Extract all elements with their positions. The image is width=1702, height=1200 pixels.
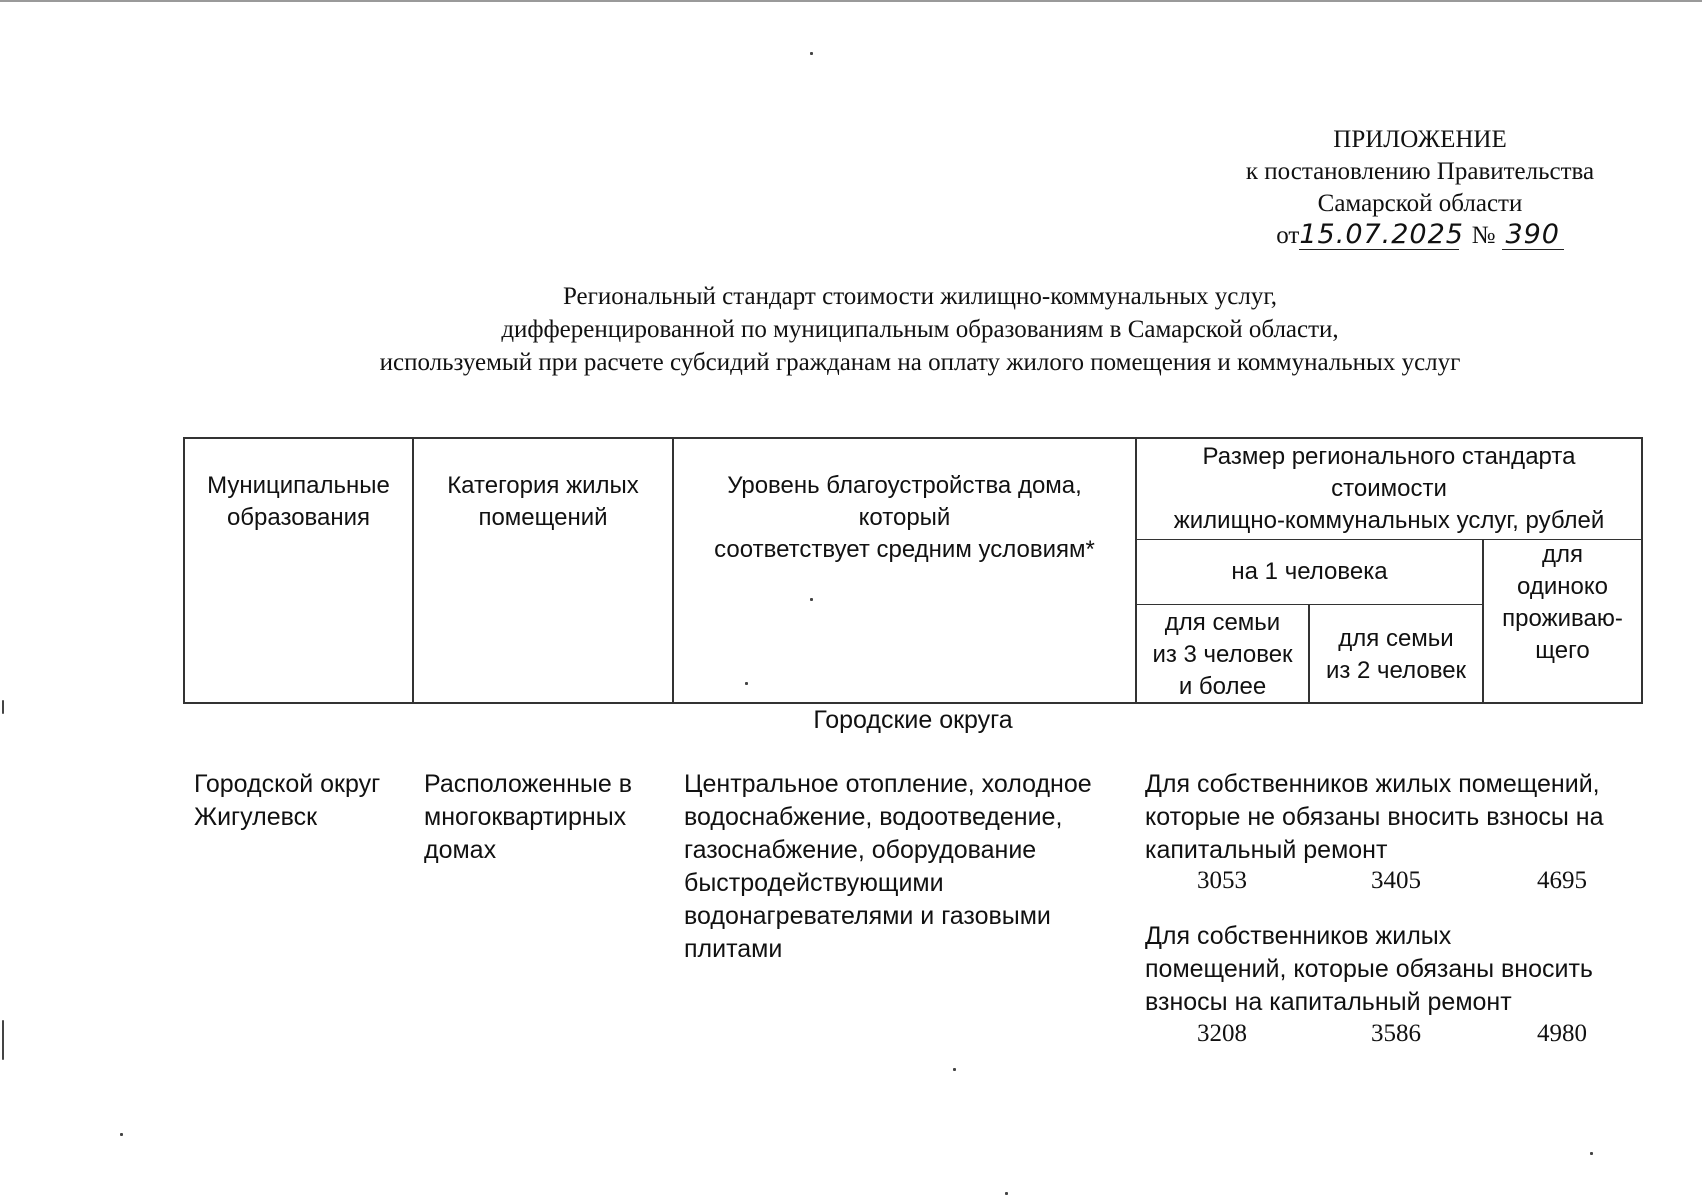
appendix-date-line	[1180, 220, 1660, 252]
scan-speck	[1005, 1192, 1008, 1195]
group-capital-repair-label: Для собственников жилых помещений, которые обязаны вносить взносы на капитальный ремонт	[1145, 922, 1593, 1016]
title-line-2: дифференцированной по муниципальным образованиям в Самарской области,	[501, 316, 1339, 343]
header-single: для одиноко проживаю- щего	[1502, 541, 1623, 664]
table-header	[183, 437, 1643, 704]
cell-category: Расположенные в многоквартирных домах	[424, 770, 632, 864]
number-underline	[1502, 219, 1564, 250]
header-family-2: для семьи из 2 человек	[1325, 625, 1467, 684]
group-no-capital-repair-label: Для собственников жилых помещений, которые не обязаны вносить взносы на капитальный ремонт	[1145, 770, 1604, 864]
scan-speck	[1590, 1152, 1593, 1155]
header-row-divider	[1135, 604, 1482, 605]
value-family-3-repair: 3208	[1197, 1020, 1247, 1047]
appendix-block	[1180, 124, 1660, 252]
date-underline	[1299, 219, 1464, 250]
appendix-line-2: Самарской области	[1317, 190, 1523, 217]
scan-speck	[2, 1020, 4, 1060]
value-family-2-no-repair: 3405	[1371, 867, 1421, 894]
header-municipal: Муниципальные образования	[207, 472, 390, 531]
number-sign: №	[1471, 222, 1496, 249]
scan-speck	[120, 1133, 123, 1136]
appendix-title: ПРИЛОЖЕНИЕ	[1333, 126, 1507, 153]
value-single-repair: 4980	[1537, 1020, 1587, 1047]
scan-speck	[745, 682, 748, 685]
value-family-2-repair: 3586	[1371, 1020, 1421, 1047]
cell-municipality: Городской округ Жигулевск	[194, 770, 381, 831]
header-level: Уровень благоустройства дома, который соответствует средним условиям*	[714, 472, 1095, 563]
cell-improvement-level: Центральное отопление, холодное водоснабжение, водоотведение, газоснабжение, оборудование быстродействующими водонагревателями и газовыми плитами	[684, 770, 1092, 963]
document-title	[150, 280, 1690, 379]
header-category: Категория жилых помещений	[447, 472, 639, 531]
scan-speck	[810, 598, 813, 601]
title-line-1: Региональный стандарт стоимости жилищно-коммунальных услуг,	[562, 283, 1278, 310]
header-per-person: на 1 человека	[1231, 558, 1388, 585]
table-border-right	[1641, 439, 1643, 702]
value-single-no-repair: 4695	[1537, 867, 1587, 894]
title-line-3: используемый при расчете субсидий гражданам на оплату жилого помещения и коммунальных услуг	[379, 349, 1461, 376]
value-family-3-no-repair: 3053	[1197, 867, 1247, 894]
section-heading: Городские округа	[813, 706, 1013, 734]
handwritten-number: 390	[1505, 219, 1560, 250]
header-family-3: для семьи из 3 человек и более	[1152, 609, 1293, 700]
header-standard-size: Размер регионального стандарта стоимости жилищно-коммунальных услуг, рублей	[1173, 443, 1605, 534]
date-prefix: от	[1276, 222, 1300, 249]
page-top-edge	[0, 0, 1702, 2]
handwritten-date: 15.07.2025	[1299, 219, 1464, 250]
scan-speck	[953, 1068, 956, 1071]
appendix-line-1: к постановлению Правительства	[1245, 158, 1595, 185]
scan-speck	[810, 52, 813, 55]
scan-speck	[2, 700, 4, 714]
